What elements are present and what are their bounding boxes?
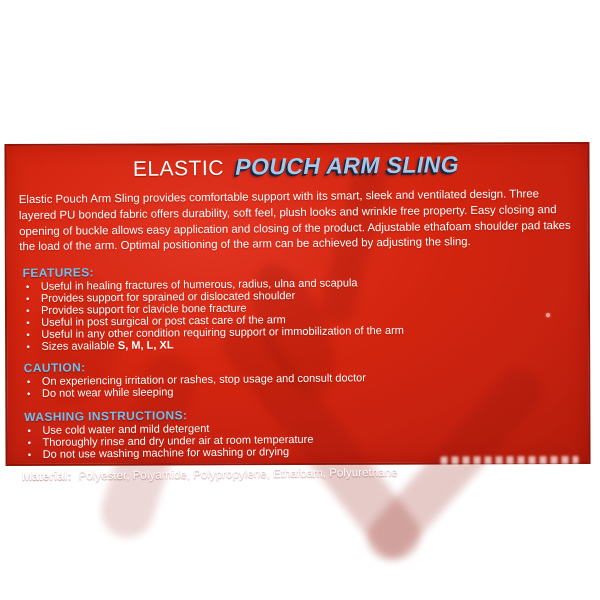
product-title-name: POUCH ARM SLING (235, 151, 460, 180)
bullet-dot-icon: • (26, 329, 30, 341)
material-label: Material: (21, 468, 72, 484)
label-section (24, 355, 581, 400)
product-title (13, 146, 578, 188)
bullet-dot-icon: • (25, 282, 30, 294)
section-heading: CAUTION: (23, 360, 86, 375)
bullet-dot-icon: • (26, 317, 30, 329)
product-title-prefix: ELASTIC (132, 156, 225, 181)
bullet-dot-icon: • (27, 438, 32, 450)
label-red-panel (4, 142, 590, 484)
illegible-cutoff-text (441, 456, 579, 464)
label-sections (23, 261, 582, 462)
label-section (23, 261, 581, 354)
section-list (24, 370, 581, 400)
bullet-text: Provides support for clavicle bone fracture (40, 302, 247, 317)
bullet-dot-icon: • (25, 294, 30, 306)
bullet-dot-icon: • (26, 376, 31, 388)
bullet-text-bold: S, M, L, XL (117, 339, 174, 352)
bullet-text: On experiencing irritation or rashes, stop usage and consult doctor (41, 371, 366, 388)
bullet-text: Sizes available S, M, L, XL (41, 339, 174, 353)
bullet-dot-icon: • (27, 450, 32, 462)
bullet-dot-icon: • (27, 426, 32, 438)
bullet-text: Provides support for sprained or dislocated shoulder (40, 290, 296, 306)
bullet-text: Thoroughly rinse and dry under air at room temperature (42, 434, 314, 450)
bullet-text: Useful in healing fractures of humerous, radius, ulna and scapula (40, 277, 358, 294)
bullet-dot-icon: • (26, 306, 30, 318)
bullet-dot-icon: • (26, 341, 31, 353)
label-section (24, 405, 582, 462)
material-line (22, 463, 582, 483)
material-value: Polyester, Polyamide, Polypropylene, Ethafoam, Polyurethane (78, 466, 398, 483)
bullet-dot-icon: • (26, 388, 31, 400)
bullet-text: Use cold water and mild detergent (42, 423, 210, 438)
product-description: Elastic Pouch Arm Sling provides comfortable support with its smart, sleek and ventilated design. Three layered PU bonded fabric offers durability, soft feel, plush looks and wrinkle free property. Easy closing and opening of buckle allows easy application and closing of the product. Adjustable ethafoam shoulder pad takes the load of the arm. Optimal positioning of the arm can be achieved by adjusting the sling. (18, 188, 571, 254)
label-content (5, 142, 590, 484)
section-heading: WASHING INSTRUCTIONS: (24, 408, 188, 425)
section-heading: FEATURES: (22, 265, 95, 281)
bullet-text: Do not wear while sleeping (41, 385, 174, 400)
section-list (23, 276, 581, 354)
bullet-text: Do not use washing machine for washing or drying (42, 446, 290, 462)
bullet-text: Useful in post surgical or post cast care of the arm (41, 314, 286, 329)
bullet-text: Useful in any other condition requiring support or immobilization of the arm (41, 324, 404, 341)
